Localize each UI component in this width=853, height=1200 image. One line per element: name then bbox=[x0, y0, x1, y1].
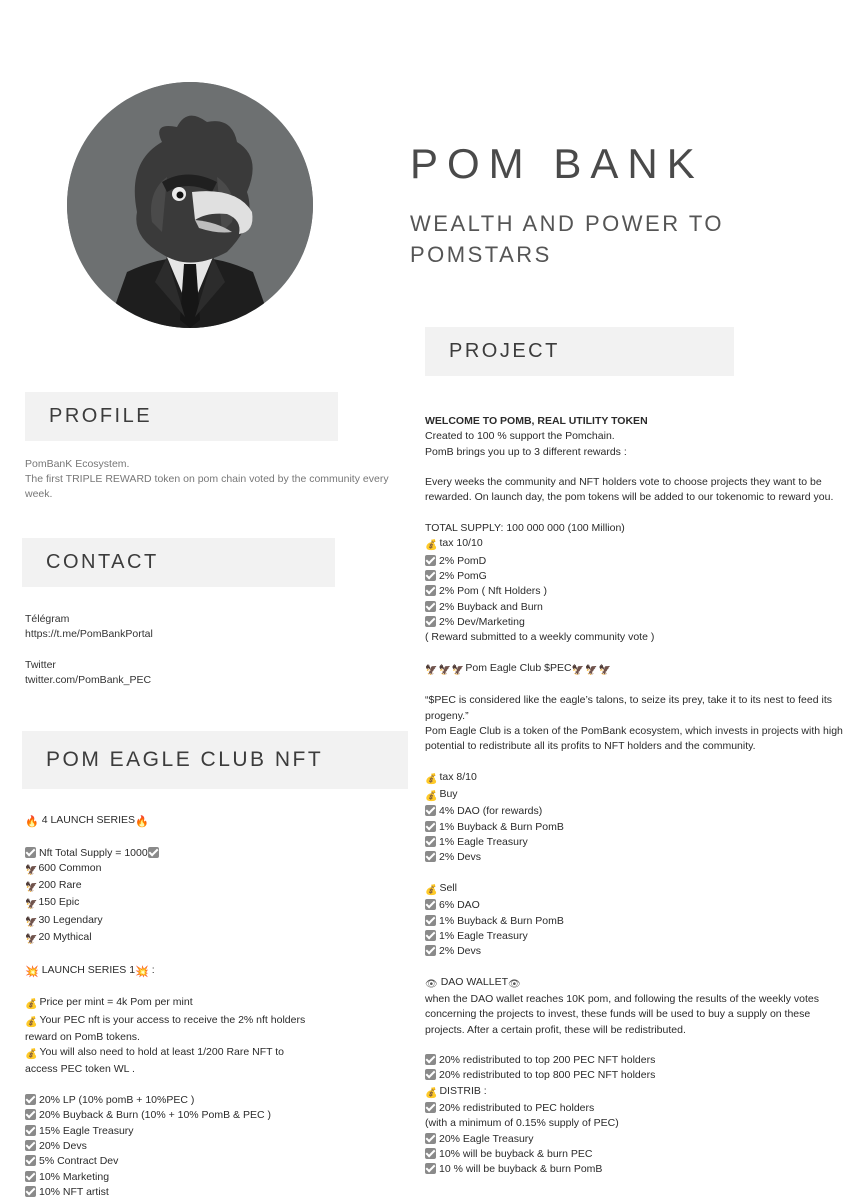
line-text: access PEC token WL . bbox=[25, 1063, 135, 1076]
text-line bbox=[25, 1045, 325, 1062]
line-text: 2% Devs bbox=[439, 851, 482, 864]
section-heading-profile: PROFILE bbox=[25, 392, 338, 441]
check-box-icon bbox=[425, 1148, 436, 1159]
line-text: 20% Buyback & Burn (10% + 10% PomB & PEC ) bbox=[39, 1109, 271, 1122]
check-box-icon bbox=[425, 1054, 436, 1065]
line-text: DISTRIB : bbox=[439, 1084, 487, 1097]
line-gap bbox=[25, 980, 325, 995]
line-gap bbox=[425, 866, 843, 881]
money-bag-icon: 💰 bbox=[25, 999, 38, 1011]
money-bag-icon: 💰 bbox=[425, 1087, 438, 1099]
text-line bbox=[425, 992, 843, 1038]
text-line bbox=[425, 898, 843, 913]
line-text: 1% Eagle Treasury bbox=[439, 836, 528, 849]
line-text: (with a minimum of 0.15% supply of PEC) bbox=[425, 1117, 619, 1130]
eagle-icon: 🦅 bbox=[25, 899, 38, 911]
line-text: 200 Rare bbox=[38, 879, 82, 892]
profile-line: PomBanK Ecosystem. bbox=[25, 458, 130, 470]
line-gap bbox=[425, 959, 843, 974]
line-text: Your PEC nft is your access to receive the 2% nft holders bbox=[39, 1013, 306, 1026]
line-text: 100 000 000 (100 Million) bbox=[506, 522, 625, 535]
check-box-icon bbox=[425, 899, 436, 910]
line-text: Buy bbox=[439, 788, 458, 801]
check-box-icon bbox=[425, 616, 436, 627]
check-box-icon bbox=[425, 851, 436, 862]
text-line bbox=[425, 1116, 843, 1131]
check-box-icon bbox=[425, 585, 436, 596]
text-line bbox=[25, 1124, 325, 1139]
line-text: 30 Legendary bbox=[38, 913, 103, 926]
text-line bbox=[425, 554, 843, 569]
line-text: 10 % will be buyback & burn PomB bbox=[439, 1163, 603, 1176]
line-text: 2% PomG bbox=[439, 569, 487, 582]
line-text: PomB brings you up to 3 different rewards : bbox=[425, 445, 627, 458]
line-text: ( Reward submitted to a weekly community vote ) bbox=[425, 631, 655, 644]
line-gap bbox=[25, 830, 325, 845]
text-line bbox=[25, 813, 325, 830]
eagle-avatar bbox=[67, 82, 313, 328]
line-text: 1% Buyback & Burn PomB bbox=[439, 820, 564, 833]
text-line bbox=[425, 414, 843, 429]
check-box-icon bbox=[425, 601, 436, 612]
line-text: 20% redistributed to top 800 PEC NFT holders bbox=[439, 1069, 656, 1082]
eagle-icon: 🦅 bbox=[438, 664, 451, 676]
text-line bbox=[425, 693, 843, 724]
check-box-icon bbox=[425, 1069, 436, 1080]
line-text: 1% Eagle Treasury bbox=[439, 929, 528, 942]
check-box-icon bbox=[425, 570, 436, 581]
text-line bbox=[25, 878, 325, 895]
text-line bbox=[425, 1132, 843, 1147]
money-bag-icon: 💰 bbox=[425, 773, 438, 785]
money-bag-icon: 💰 bbox=[425, 540, 438, 552]
text-line bbox=[425, 820, 843, 835]
check-box-icon bbox=[425, 945, 436, 956]
brand-tagline: WEALTH AND POWER TO POMSTARS bbox=[410, 211, 724, 267]
text-line bbox=[25, 1013, 325, 1030]
check-box-icon bbox=[25, 1155, 36, 1166]
eagle-icon: 🦅 bbox=[425, 664, 438, 676]
text-line bbox=[25, 995, 325, 1012]
text-line bbox=[425, 1068, 843, 1083]
line-text: Pom Eagle Club $PEC bbox=[465, 661, 572, 674]
project-details bbox=[425, 414, 843, 1178]
line-text: 20% redistributed to top 200 PEC NFT holders bbox=[439, 1054, 656, 1067]
text-line bbox=[425, 975, 843, 992]
money-bag-icon: 💰 bbox=[425, 884, 438, 896]
text-line bbox=[25, 1030, 325, 1045]
twitter-link[interactable]: twitter.com/PomBank_PEC bbox=[25, 674, 152, 686]
text-line bbox=[425, 445, 843, 460]
text-line bbox=[425, 630, 843, 645]
text-line bbox=[425, 600, 843, 615]
eagle-icon: 🦅 bbox=[571, 664, 585, 676]
text-line bbox=[425, 1162, 843, 1177]
line-text: reward on PomB tokens. bbox=[25, 1030, 140, 1043]
text-line bbox=[425, 804, 843, 819]
text-line bbox=[425, 569, 843, 584]
check-box-icon bbox=[425, 1102, 436, 1113]
text-line bbox=[425, 521, 843, 536]
line-text: LAUNCH SERIES 1 bbox=[41, 963, 136, 976]
text-line bbox=[425, 1147, 843, 1162]
text-line bbox=[425, 1084, 843, 1101]
text-line bbox=[25, 913, 325, 930]
text-line bbox=[425, 475, 843, 506]
line-text: 600 Common bbox=[38, 861, 102, 874]
eye-icon: 👁 bbox=[508, 978, 521, 990]
brand-title: POM BANK bbox=[410, 140, 704, 187]
line-text: 1% Buyback & Burn PomB bbox=[439, 914, 564, 927]
text-line bbox=[25, 895, 325, 912]
eagle-icon: 🦅 bbox=[25, 864, 38, 876]
text-line bbox=[25, 861, 325, 878]
check-box-icon bbox=[425, 915, 436, 926]
line-text: 150 Epic bbox=[38, 896, 80, 909]
line-text: 20% redistributed to PEC holders bbox=[439, 1102, 595, 1115]
line-text: Created to 100 % support the Pomchain. bbox=[425, 430, 615, 443]
text-line bbox=[425, 1101, 843, 1116]
line-text: 2% PomD bbox=[439, 554, 487, 567]
text-line bbox=[425, 584, 843, 599]
text-line bbox=[25, 1139, 325, 1154]
line-gap bbox=[425, 460, 843, 475]
line-text: 4 LAUNCH SERIES bbox=[41, 814, 136, 826]
text-line bbox=[25, 1093, 325, 1108]
line-text: when the DAO wallet reaches 10K pom, and following the results of the weekly votes concerning the projects to invest, these funds will be used to buy a supply on these projects. After a certain profit, these will be redistributed. bbox=[425, 992, 819, 1036]
line-text: You will also need to hold at least 1/200 Rare NFT to bbox=[39, 1046, 285, 1059]
line-text: 10% NFT artist bbox=[39, 1185, 109, 1198]
line-text: 10% will be buyback & burn PEC bbox=[439, 1147, 593, 1160]
eagle-icon: 🦅 bbox=[598, 664, 611, 676]
text-line bbox=[425, 724, 843, 755]
line-gap bbox=[425, 755, 843, 770]
text-line bbox=[25, 1108, 325, 1123]
check-box-icon bbox=[25, 1125, 36, 1136]
text-line bbox=[425, 1053, 843, 1068]
check-box-icon bbox=[425, 836, 436, 847]
eye-icon: 👁 bbox=[425, 978, 438, 990]
telegram-link[interactable]: https://t.me/PomBankPortal bbox=[25, 628, 153, 640]
fire-icon: 🔥 bbox=[25, 816, 39, 828]
line-text: 10% Marketing bbox=[39, 1170, 110, 1183]
line-text: Sell bbox=[439, 881, 457, 894]
money-bag-icon: 💰 bbox=[25, 1049, 38, 1061]
text-line bbox=[25, 963, 325, 980]
line-text: Every weeks the community and NFT holders vote to choose projects they want to be rewarded. On launch day, the pom tokens will be added to our tokenomic to reward you. bbox=[425, 476, 834, 504]
text-line bbox=[25, 1154, 325, 1169]
text-line bbox=[425, 770, 843, 787]
line-gap bbox=[425, 678, 843, 693]
check-box-icon bbox=[25, 1094, 36, 1105]
section-heading-contact: CONTACT bbox=[22, 538, 335, 587]
line-text: 2% Devs bbox=[439, 945, 482, 958]
eagle-icon: 🦅 bbox=[451, 664, 465, 676]
line-text: 4% DAO (for rewards) bbox=[439, 805, 543, 818]
section-heading-nft: POM EAGLE CLUB NFT bbox=[22, 731, 408, 789]
line-suffix: : bbox=[151, 963, 155, 976]
text-line bbox=[25, 1062, 325, 1077]
money-bag-icon: 💰 bbox=[425, 791, 438, 803]
contact-telegram bbox=[25, 612, 325, 642]
contact-twitter bbox=[25, 658, 325, 688]
line-text: 6% DAO bbox=[439, 899, 480, 912]
check-box-icon bbox=[25, 1171, 36, 1182]
line-prefix: TOTAL SUPPLY: bbox=[425, 522, 507, 535]
line-text: 5% Contract Dev bbox=[39, 1155, 119, 1168]
text-line bbox=[25, 930, 325, 947]
text-line bbox=[425, 881, 843, 898]
section-heading-project: PROJECT bbox=[425, 327, 734, 376]
text-line bbox=[25, 1185, 325, 1200]
line-text: Pom Eagle Club is a token of the PomBank ecosystem, which invests in projects with high potential to redistribute all its profits to NFT holders and the community. bbox=[425, 724, 843, 753]
check-box-icon bbox=[25, 1186, 36, 1197]
fire-icon: 🔥 bbox=[135, 816, 149, 828]
line-text: 2% Dev/Marketing bbox=[439, 615, 525, 628]
text-line bbox=[425, 536, 843, 553]
telegram-label: Télégram bbox=[25, 613, 70, 625]
profile-line: The first TRIPLE REWARD token on pom chain voted by the community every week. bbox=[25, 473, 389, 500]
check-box-icon bbox=[148, 847, 159, 858]
line-text: 20 Mythical bbox=[38, 931, 92, 944]
line-text: WELCOME TO POMB, REAL UTILITY TOKEN bbox=[425, 415, 648, 427]
text-line bbox=[425, 661, 843, 678]
text-line bbox=[425, 615, 843, 630]
line-gap bbox=[25, 947, 325, 962]
text-line bbox=[25, 1170, 325, 1185]
text-line bbox=[425, 835, 843, 850]
line-text: tax 10/10 bbox=[439, 537, 483, 550]
line-text: tax 8/10 bbox=[439, 770, 477, 783]
check-box-icon bbox=[25, 1109, 36, 1120]
line-text: 2% Pom ( Nft Holders ) bbox=[439, 585, 547, 598]
profile-description bbox=[25, 457, 395, 502]
text-line bbox=[25, 846, 325, 861]
explosion-icon: 💥 bbox=[25, 965, 39, 978]
money-bag-icon: 💰 bbox=[25, 1016, 38, 1028]
line-gap bbox=[425, 1038, 843, 1053]
text-line bbox=[425, 429, 843, 444]
line-gap bbox=[425, 645, 843, 660]
check-box-icon bbox=[425, 821, 436, 832]
nft-details bbox=[25, 813, 325, 1200]
eagle-icon: 🦅 bbox=[25, 882, 38, 894]
text-line bbox=[425, 929, 843, 944]
eagle-icon: 🦅 bbox=[25, 916, 38, 928]
eagle-icon: 🦅 bbox=[25, 934, 38, 946]
text-line bbox=[425, 787, 843, 804]
eagle-illustration-icon bbox=[67, 82, 313, 328]
line-text: 20% Devs bbox=[39, 1139, 87, 1152]
check-box-icon bbox=[425, 805, 436, 816]
check-box-icon bbox=[25, 1140, 36, 1151]
text-line bbox=[425, 944, 843, 959]
line-gap bbox=[25, 1078, 325, 1093]
twitter-label: Twitter bbox=[25, 659, 56, 671]
text-line bbox=[425, 914, 843, 929]
line-text: “$PEC is considered like the eagle’s talons, to seize its prey, take it to its nest to feed its progeny.” bbox=[425, 694, 832, 722]
check-box-icon bbox=[425, 1133, 436, 1144]
line-text: 20% LP (10% pomB + 10%PEC ) bbox=[39, 1094, 195, 1107]
explosion-icon: 💥 bbox=[135, 965, 149, 978]
check-box-icon bbox=[425, 1163, 436, 1174]
line-gap bbox=[425, 506, 843, 521]
line-text: Nft Total Supply = 1000 bbox=[39, 846, 148, 859]
line-text: 20% Eagle Treasury bbox=[439, 1132, 534, 1145]
eagle-icon: 🦅 bbox=[585, 664, 598, 676]
line-text: 15% Eagle Treasury bbox=[39, 1124, 134, 1137]
line-text: DAO WALLET bbox=[440, 975, 508, 988]
line-text: 2% Buyback and Burn bbox=[439, 600, 543, 613]
check-box-icon bbox=[425, 555, 436, 566]
check-box-icon bbox=[425, 930, 436, 941]
line-text: Price per mint = 4k Pom per mint bbox=[39, 996, 193, 1009]
check-box-icon bbox=[25, 847, 36, 858]
text-line bbox=[425, 850, 843, 865]
